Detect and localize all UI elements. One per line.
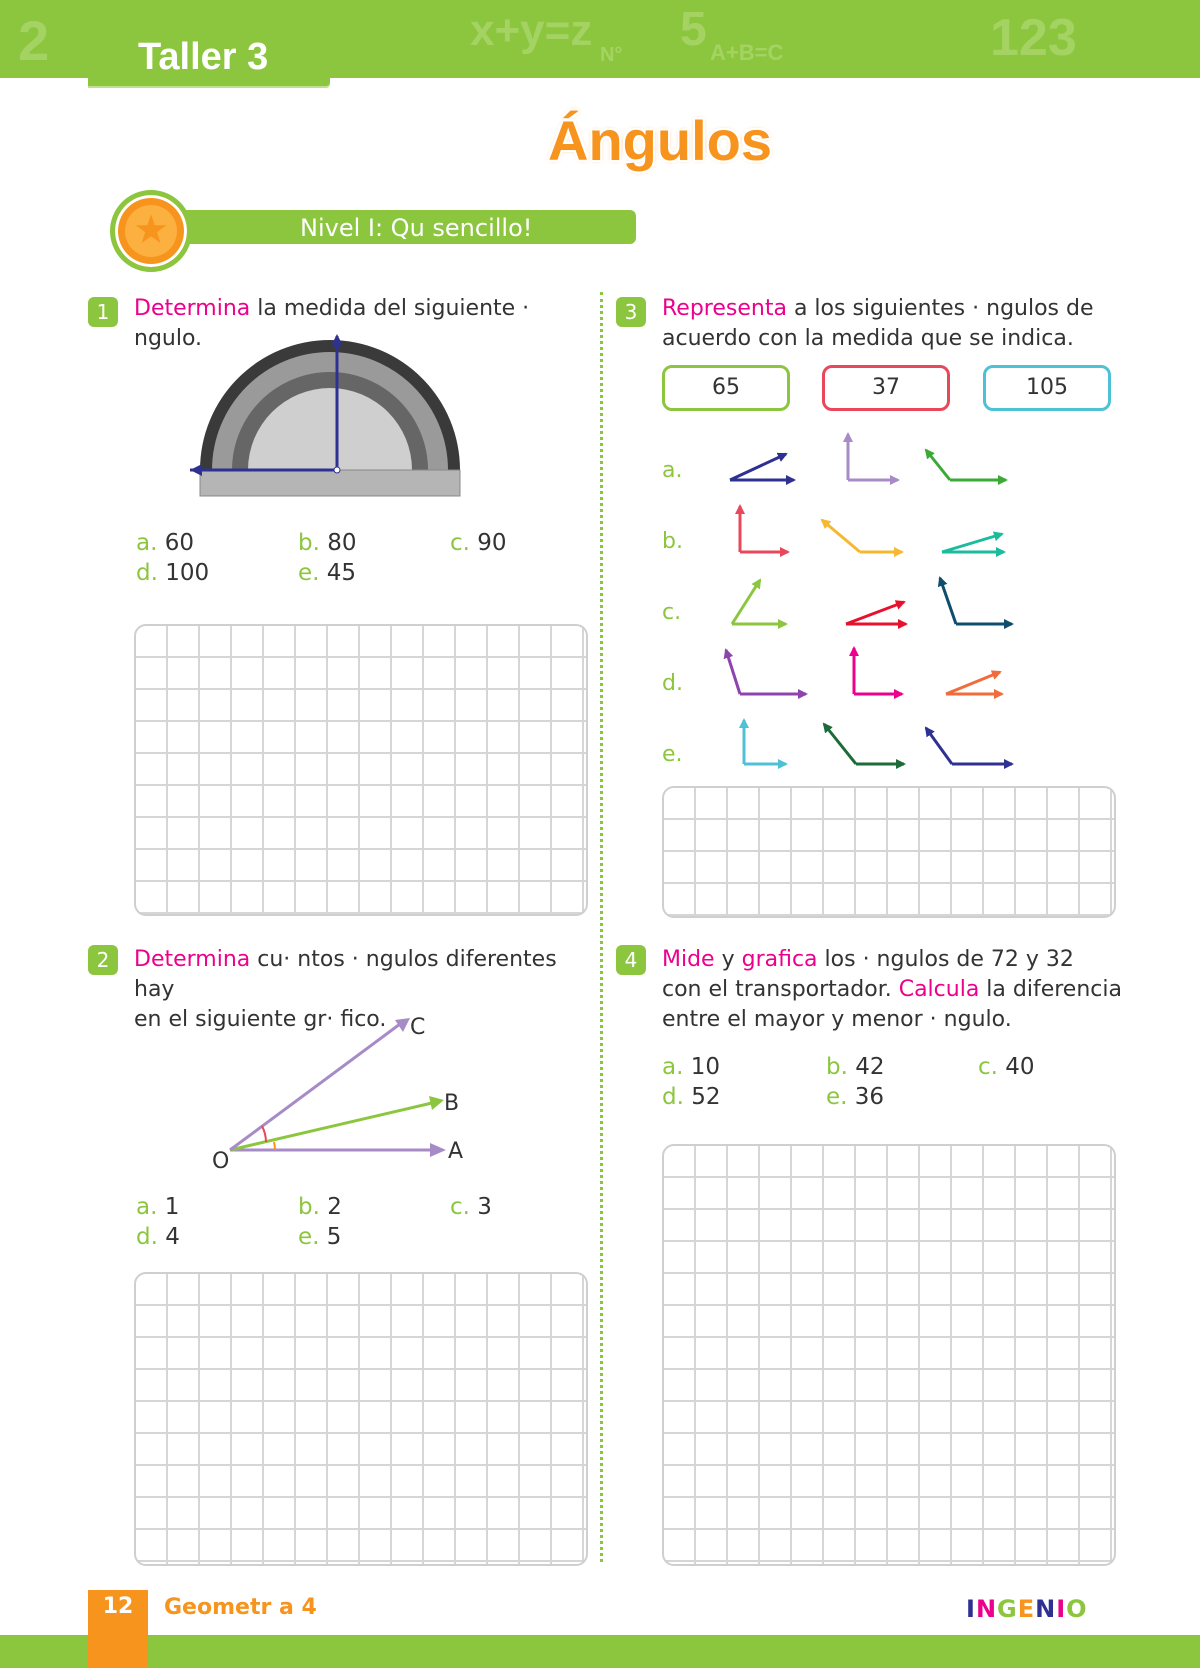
option[interactable]: d. 100 xyxy=(136,560,210,586)
exercise-3-statement xyxy=(662,294,1112,354)
angle-option-a1[interactable] xyxy=(730,454,794,480)
option[interactable]: c. 40 xyxy=(978,1054,1035,1080)
angle-option-e3[interactable] xyxy=(926,728,1012,764)
page-title-text: Ángulos xyxy=(548,109,772,172)
deco-text: x+y=z xyxy=(470,6,593,55)
angle-mark xyxy=(274,1142,275,1150)
angle-option-c2[interactable] xyxy=(846,602,906,624)
angle-option-b2[interactable] xyxy=(822,520,902,552)
workshop-tab xyxy=(88,30,330,86)
exercise-number: 1 xyxy=(88,297,118,327)
row-label: b. xyxy=(662,529,683,554)
row-label: e. xyxy=(662,742,683,767)
point-o-label: O xyxy=(212,1149,230,1170)
statement-line: acuerdo con la medida que se indica. xyxy=(662,326,1074,351)
option[interactable]: e. 5 xyxy=(298,1224,342,1250)
option[interactable]: c. 90 xyxy=(450,530,507,556)
work-grid[interactable] xyxy=(134,1272,588,1566)
vertex-point xyxy=(334,467,340,473)
statement-line: con el transportador. Calcula la diferencia xyxy=(662,977,1122,1002)
page-title xyxy=(0,108,1200,173)
level-bar xyxy=(168,210,636,244)
angle-option-c3[interactable] xyxy=(940,578,1012,624)
arrow-head xyxy=(430,1143,446,1157)
option[interactable]: a. 10 xyxy=(662,1054,720,1080)
value-box: 37 xyxy=(822,365,950,411)
protractor-base xyxy=(200,470,460,496)
option[interactable]: b. 80 xyxy=(298,530,357,556)
value-box: 65 xyxy=(662,365,790,411)
exercise-text: la medida del siguiente · ngulo. xyxy=(134,296,530,351)
workshop-label: Taller 3 xyxy=(138,36,269,78)
protractor-figure xyxy=(180,330,480,510)
option[interactable]: b. 42 xyxy=(826,1054,885,1080)
option[interactable]: e. 45 xyxy=(298,560,357,586)
exercise-verb: Representa xyxy=(662,296,787,321)
option[interactable]: b. 2 xyxy=(298,1194,342,1220)
angle-option-d3[interactable] xyxy=(946,672,1002,694)
angle-option-c1[interactable] xyxy=(732,580,786,624)
option[interactable]: a. 60 xyxy=(136,530,194,556)
exercise-verb: Determina xyxy=(134,947,251,972)
exercise-number: 3 xyxy=(616,297,646,327)
exercise-verb: Determina xyxy=(134,296,251,321)
statement-line: Representa a los siguientes · ngulos de xyxy=(662,296,1094,321)
deco-text: A+B=C xyxy=(710,40,784,65)
angle-option-b3[interactable] xyxy=(942,534,1004,552)
point-b-label: B xyxy=(444,1091,460,1116)
work-grid[interactable] xyxy=(662,1144,1116,1566)
statement-line: entre el mayor y menor · ngulo. xyxy=(662,1007,1012,1032)
angle-option-d1[interactable] xyxy=(726,650,806,694)
angle-option-e2[interactable] xyxy=(824,724,904,764)
angle-option-e1[interactable] xyxy=(744,720,786,764)
row-label: c. xyxy=(662,600,682,625)
option[interactable]: d. 52 xyxy=(662,1084,721,1110)
footer-band xyxy=(0,1635,1200,1668)
angles-figure xyxy=(200,1010,480,1170)
value-box: 105 xyxy=(983,365,1111,411)
arrow-head xyxy=(190,464,202,476)
page-number: 12 xyxy=(88,1590,148,1668)
arrow-head xyxy=(331,334,343,346)
work-grid[interactable] xyxy=(662,786,1116,918)
level-label: Nivel I: Qu sencillo! xyxy=(300,214,533,242)
statement-line: en el siguiente gr· fico. xyxy=(134,1007,387,1032)
statement-line: Determina cu· ntos · ngulos diferentes hay xyxy=(134,947,557,1002)
column-divider xyxy=(600,292,603,1562)
deco-text: 2 xyxy=(18,9,50,72)
angle-option-d2[interactable] xyxy=(854,648,902,694)
angle-option-a3[interactable] xyxy=(926,450,1006,480)
row-label: d. xyxy=(662,671,683,696)
brand-logo: INGENIO xyxy=(966,1595,1088,1623)
level-banner xyxy=(88,200,548,253)
angle-mark xyxy=(262,1126,266,1142)
option[interactable]: c. 3 xyxy=(450,1194,492,1220)
medal-icon xyxy=(110,190,192,272)
exercise-number: 2 xyxy=(88,945,118,975)
statement-line: Mide y grafica los · ngulos de 72 y 32 xyxy=(662,947,1074,972)
subject-label: Geometr a 4 xyxy=(164,1595,317,1620)
point-a-label: A xyxy=(448,1139,464,1164)
arrow-head xyxy=(429,1096,444,1110)
option[interactable]: a. 1 xyxy=(136,1194,180,1220)
angle-option-a2[interactable] xyxy=(848,434,898,480)
star-icon: ★ xyxy=(125,205,177,257)
angle-choices-figure xyxy=(720,428,1020,778)
deco-text: 5 xyxy=(680,3,707,56)
work-grid[interactable] xyxy=(134,624,588,916)
deco-text: N° xyxy=(600,44,623,66)
point-c-label: C xyxy=(410,1015,426,1040)
exercise-4-statement xyxy=(662,945,1122,1035)
angle-option-b1[interactable] xyxy=(740,506,788,552)
option[interactable]: d. 4 xyxy=(136,1224,180,1250)
deco-text: 123 xyxy=(990,9,1077,67)
option[interactable]: e. 36 xyxy=(826,1084,885,1110)
row-label: a. xyxy=(662,458,683,483)
exercise-number: 4 xyxy=(616,945,646,975)
